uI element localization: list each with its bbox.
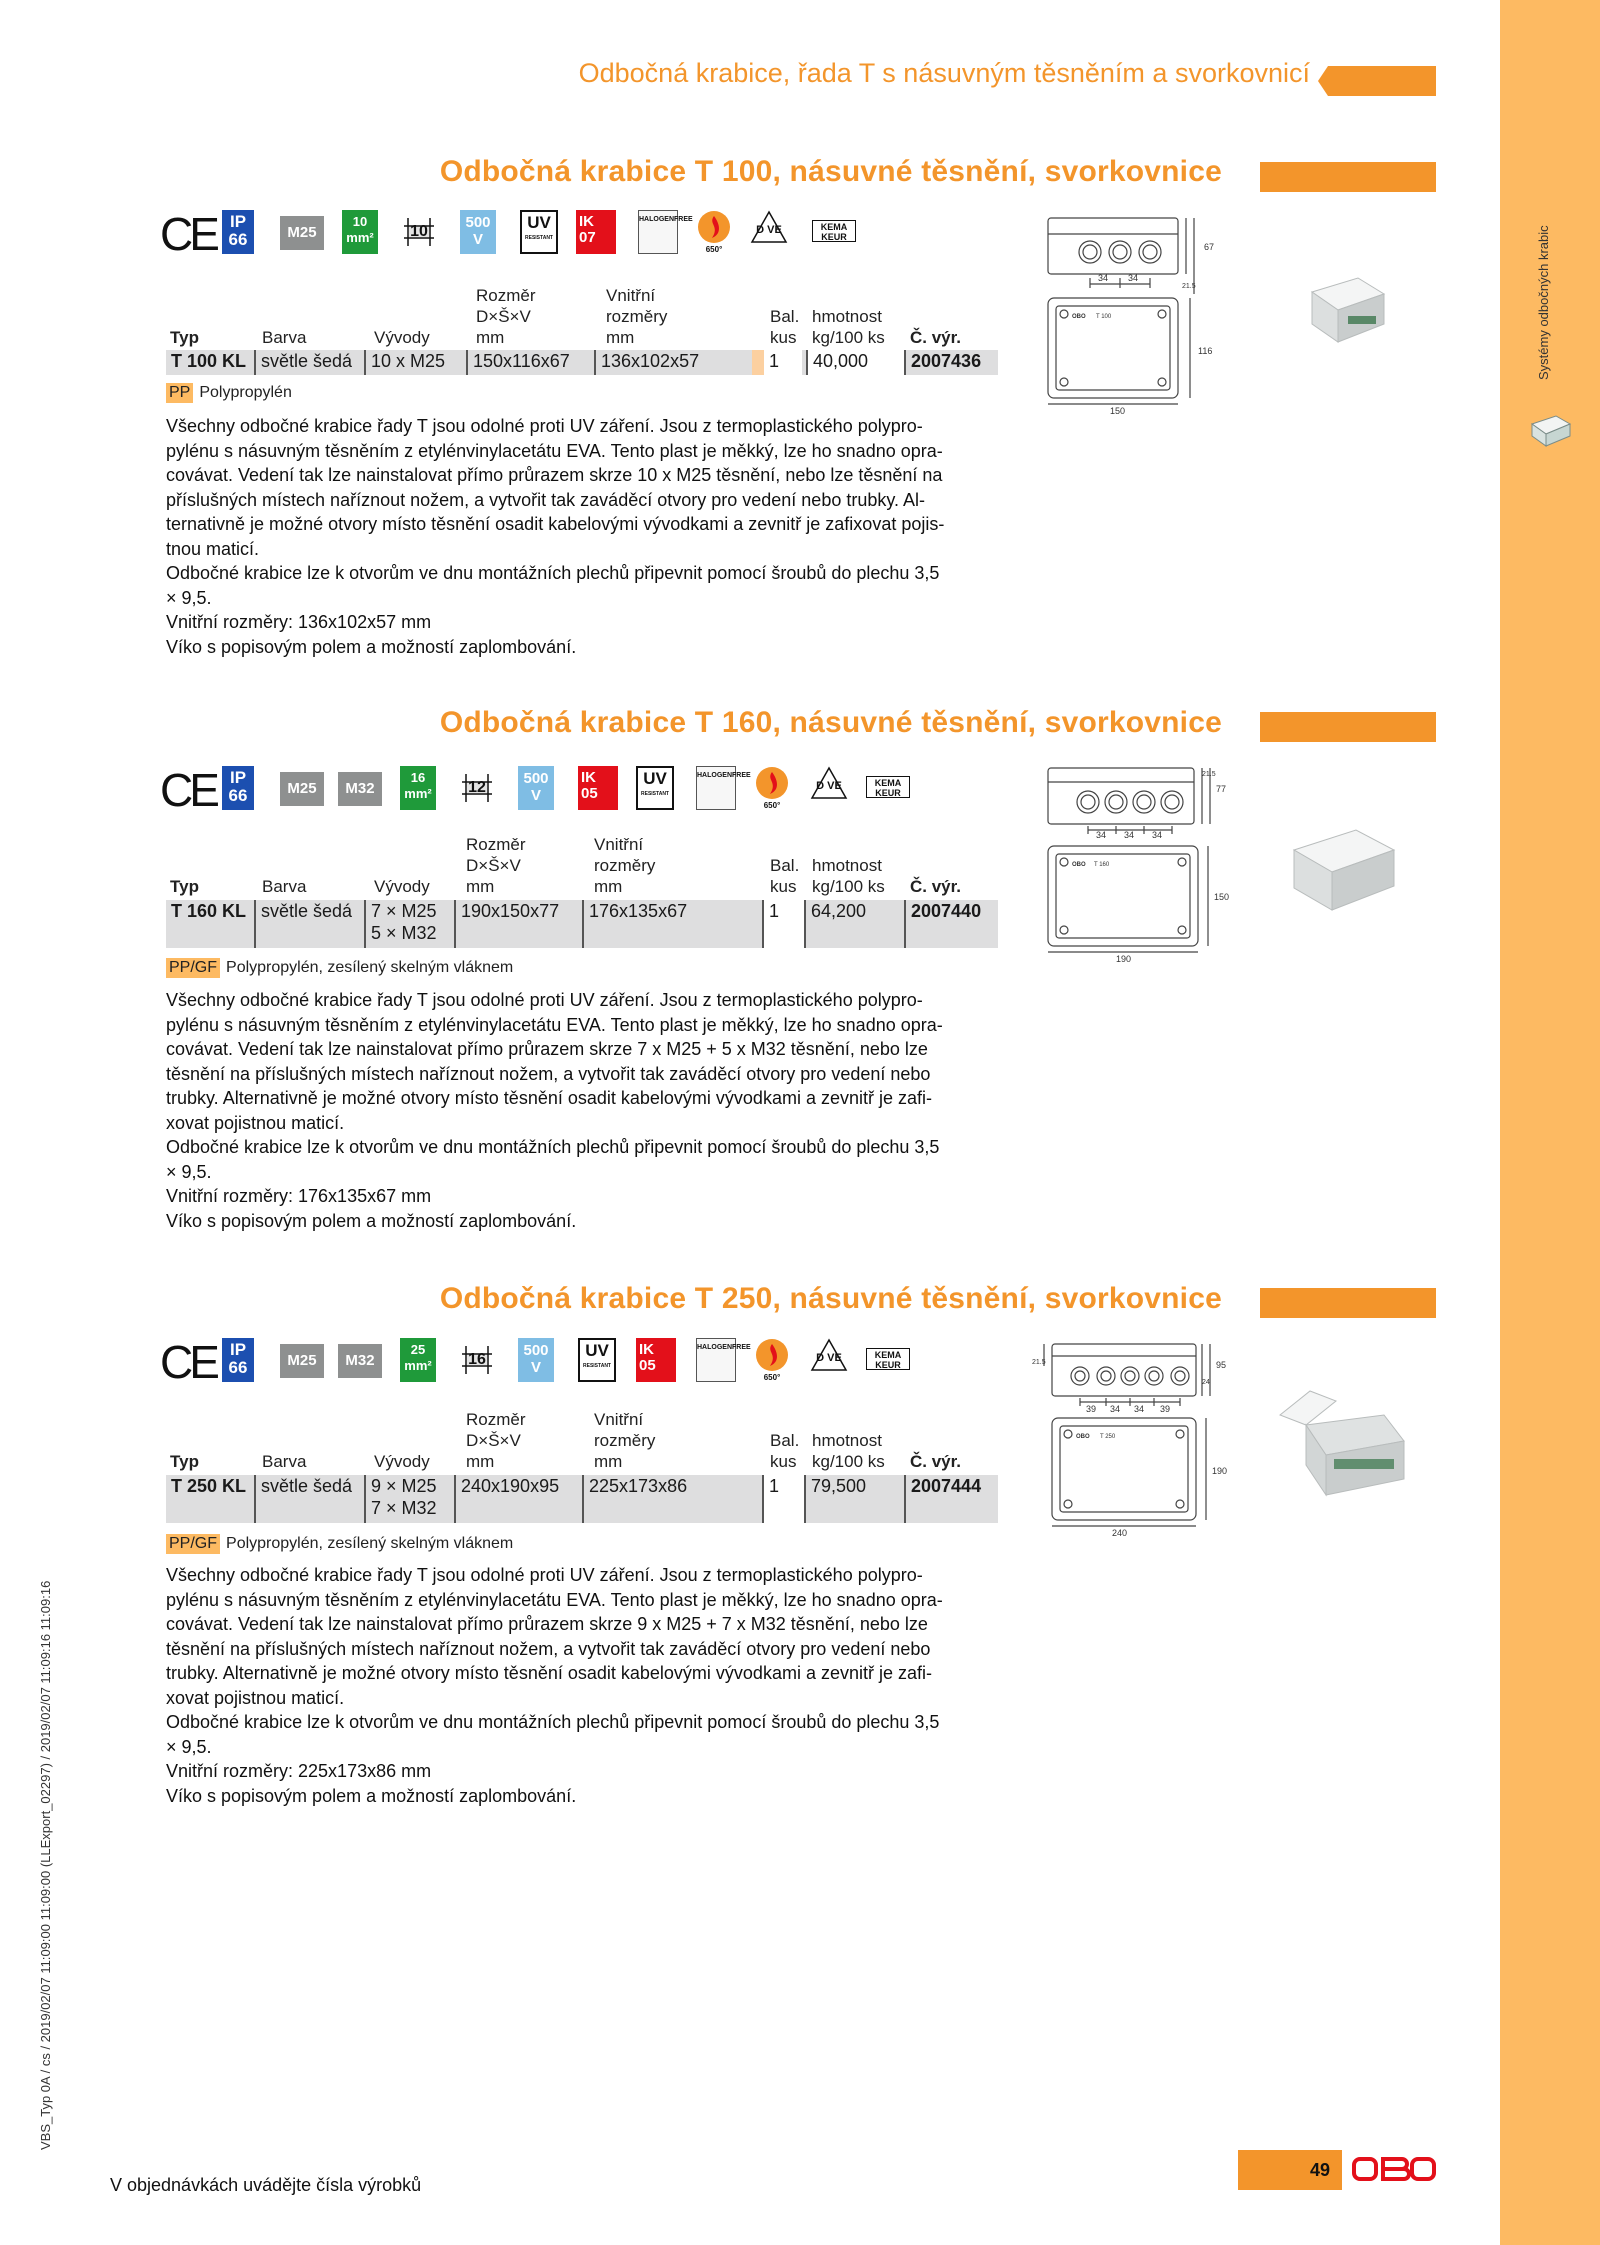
- glow-wire-650-icon: 650°: [694, 210, 734, 254]
- depth2-label: 21.5: [1202, 771, 1216, 778]
- column-header-vnitrni: Vnitřní rozměry mm: [606, 286, 668, 347]
- cell-bal: 1: [762, 900, 804, 948]
- table-row: [166, 1475, 998, 1523]
- column-header-vyvody: Vývody: [374, 1452, 430, 1471]
- cell-bal: 1: [762, 1475, 804, 1523]
- column-header-typ: Typ: [170, 877, 199, 896]
- height-label: 190: [1212, 1466, 1228, 1476]
- vde-mark-icon: D VE: [810, 1338, 848, 1382]
- cell-rozmer: 190x150x77: [454, 900, 582, 948]
- lid-model-label: T 250: [1100, 1434, 1116, 1440]
- vde-mark-icon: D VE: [750, 210, 788, 254]
- product-photo: [1308, 270, 1388, 350]
- table-row: [166, 350, 998, 375]
- ik05-icon: IK 05: [636, 1338, 676, 1382]
- lid-logo-label: OBO: [1072, 314, 1086, 320]
- cell-vnitrni: 136x102x57: [594, 350, 764, 375]
- technical-drawing: [1040, 210, 1215, 416]
- certification-icons: [160, 766, 920, 814]
- column-header-hmotnost: hmotnost kg/100 ks: [812, 307, 885, 347]
- page-number: 49: [1309, 2160, 1330, 2180]
- sidebar-category-label: Systémy odbočných krabic: [1536, 225, 1551, 380]
- cell-cislo: 2007440: [904, 900, 998, 948]
- lid-model-label: T 160: [1094, 862, 1110, 868]
- depth2-label: 21.5: [1032, 1359, 1046, 1366]
- lid-logo-label: OBO: [1072, 862, 1086, 868]
- header-accent-bar: [1328, 66, 1436, 96]
- product-photo: [1270, 1385, 1410, 1505]
- cell-cislo: 2007436: [904, 350, 998, 375]
- pitch-label: 34: [1098, 273, 1109, 283]
- obo-logo-icon: [1352, 2153, 1436, 2185]
- footer-note: V objednávkách uvádějte čísla výrobků: [110, 2175, 422, 2195]
- halogen-free-icon: HALOGENFREE: [696, 1338, 736, 1382]
- vde-mark-icon: D VE: [810, 766, 848, 810]
- depth-label: 95: [1216, 1360, 1227, 1370]
- material-info: PP/GF Polypropylén, zesílený skelným vláknem: [166, 958, 513, 978]
- cell-vyvody: 9 × M25 7 × M32: [364, 1475, 454, 1523]
- cross-section-icon: 16 mm²: [400, 766, 436, 810]
- cell-vnitrni: 225x173x86: [582, 1475, 762, 1523]
- column-header-vyvody: Vývody: [374, 877, 430, 896]
- cross-section-icon: 25 mm²: [400, 1338, 436, 1382]
- material-code-badge: PP/GF: [166, 1534, 220, 1554]
- section-title: Odbočná krabice T 160, násuvné těsnění, svorkovnice: [439, 706, 1222, 739]
- column-header-bal: Bal. kus: [770, 1431, 800, 1471]
- column-header-cislo: Č. výr.: [910, 877, 962, 896]
- height-label: 116: [1198, 346, 1213, 356]
- ip66-icon: IP 66: [222, 1338, 254, 1382]
- ik07-icon: IK 07: [576, 210, 616, 254]
- print-metadata: VBS_Typ 0A / cs / 2019/02/07 11:09:00 11:09:00 (LLExport_02297) / 2019/02/07 11:09:16 11:09:16: [38, 1580, 53, 2150]
- cell-barva: světle šedá: [254, 1475, 364, 1523]
- cross-section-icon: 10 mm²: [342, 210, 378, 254]
- product-description: Všechny odbočné krabice řady T jsou odolné proti UV záření. Jsou z termoplastického polypro- pylénu s násuvným těsněním z etylénvinylacetátu EVA. Tento plast je měkký, lze ho snadno opra- covávat. Vedení tak lze nainstalovat přímo průrazem skrze 10 x M25 těsnění, nebo lze těsnění na příslušných místech naříznout nožem, a vytvořit tak zaváděcí otvory pro vedení nebo trubky. Al- ternativně je možné otvory místo těsnění osadit kabelovými vývodkami a zevnitř je zafixovat pojis- tnou maticí. Odbočné krabice lze k otvorům ve dnu montážních plechů připevnit pomocí šroubů do plechu 3,5 × 9,5. Vnitřní rozměry: 136x102x57 mm Víko s popisovým polem a možností zaplombování.: [166, 416, 945, 657]
- ip66-icon: IP 66: [222, 210, 254, 254]
- certification-icons: [160, 1338, 920, 1386]
- cell-bal: 1: [752, 350, 802, 375]
- voltage-icon: 500 V: [460, 210, 496, 254]
- height-label: 150: [1214, 892, 1230, 902]
- glow-wire-650-icon: 650°: [752, 766, 792, 810]
- material-info: PP Polypropylén: [166, 383, 292, 403]
- technical-drawing: [1040, 762, 1230, 962]
- column-header-typ: Typ: [170, 328, 199, 347]
- column-header-barva: Barva: [262, 1452, 307, 1471]
- pitch-label: 34: [1110, 1404, 1121, 1414]
- m25-icon: M25: [280, 1344, 324, 1378]
- column-header-barva: Barva: [262, 328, 307, 347]
- depth-label: 67: [1204, 242, 1215, 252]
- certification-icons: [160, 210, 920, 258]
- cell-vyvody: 10 x M25: [364, 350, 466, 375]
- material-info: PP/GF Polypropylén, zesílený skelným vláknem: [166, 1534, 513, 1554]
- pitch-label: 34: [1152, 830, 1163, 840]
- ce-mark-icon: CE: [160, 764, 216, 816]
- column-header-typ: Typ: [170, 1452, 199, 1471]
- section-accent-bar: [1260, 1288, 1436, 1318]
- cell-typ: T 160 KL: [171, 901, 247, 921]
- cell-rozmer: 240x190x95: [454, 1475, 582, 1523]
- width-label: 150: [1110, 406, 1126, 416]
- depth2-label: 21.5: [1182, 283, 1196, 290]
- table-row: [166, 900, 998, 948]
- cell-typ: T 250 KL: [171, 1476, 247, 1496]
- section-accent-bar: [1260, 712, 1436, 742]
- pitch-label: 34: [1134, 1404, 1145, 1414]
- column-header-vnitrni: Vnitřní rozměry mm: [594, 1410, 656, 1471]
- pitch-label: 34: [1124, 830, 1135, 840]
- pitch-label: 39: [1160, 1404, 1171, 1414]
- ce-mark-icon: CE: [160, 208, 216, 260]
- ip66-icon: IP 66: [222, 766, 254, 810]
- depth3-label: 24: [1202, 1379, 1210, 1386]
- section-title: Odbočná krabice T 100, násuvné těsnění, svorkovnice: [439, 155, 1222, 188]
- width-label: 240: [1112, 1528, 1128, 1538]
- column-header-rozmer: Rozměr D×Š×V mm: [476, 286, 536, 347]
- header-arrow-tip: [1318, 66, 1328, 96]
- column-header-bal: Bal. kus: [770, 307, 800, 347]
- cell-rozmer: 150x116x67: [466, 350, 594, 375]
- m32-icon: M32: [338, 772, 382, 806]
- cell-hmotnost: 40,000: [806, 350, 904, 375]
- column-header-rozmer: Rozměr D×Š×V mm: [466, 1410, 526, 1471]
- kema-keur-icon: KEMA KEUR: [812, 220, 856, 242]
- cell-hmotnost: 79,500: [804, 1475, 904, 1523]
- pitch-label: 34: [1128, 273, 1139, 283]
- uv-resistant-icon: UV RESISTANT: [578, 1338, 616, 1382]
- terminal-count-icon: 10: [410, 223, 428, 240]
- junction-box-thumbnail-icon: [1528, 410, 1574, 450]
- column-header-cislo: Č. výr.: [910, 1452, 962, 1471]
- column-header-hmotnost: hmotnost kg/100 ks: [812, 1431, 885, 1471]
- column-header-cislo: Č. výr.: [910, 328, 962, 347]
- cell-barva: světle šedá: [254, 350, 364, 375]
- cell-barva: světle šedá: [254, 900, 364, 948]
- product-photo: [1290, 820, 1400, 920]
- cell-vnitrni: 176x135x67: [582, 900, 762, 948]
- column-header-vnitrni: Vnitřní rozměry mm: [594, 835, 656, 896]
- lid-model-label: T 100: [1096, 314, 1112, 320]
- pitch-label: 39: [1086, 1404, 1097, 1414]
- section-accent-bar: [1260, 162, 1436, 192]
- m25-icon: M25: [280, 216, 324, 250]
- page-title: Odbočná krabice, řada T s násuvným těsněním a svorkovnicí: [578, 58, 1310, 88]
- product-description: Všechny odbočné krabice řady T jsou odolné proti UV záření. Jsou z termoplastického polypro- pylénu s násuvným těsněním z etylénvinylacetátu EVA. Tento plast je měkký, lze ho snadno opra- covávat. Vedení tak lze nainstalovat přímo průrazem skrze 9 x M25 + 7 x M32 těsnění, nebo lze těsnění na příslušných místech naříznout nožem, a vytvořit tak zaváděcí otvory pro vedení nebo trubky. Alternativně je možné otvory místo těsnění osadit kabelovými vývodkami a zevnitř je zafi- xovat pojistnou maticí. Odbočné krabice lze k otvorům ve dnu montážních plechů připevnit pomocí šroubů do plechu 3,5 × 9,5. Vnitřní rozměry: 225x173x86 mm Víko s popisovým polem a možností zaplombování.: [166, 1565, 943, 1806]
- material-code-badge: PP/GF: [166, 958, 220, 978]
- ik05-icon: IK 05: [578, 766, 618, 810]
- column-header-bal: Bal. kus: [770, 856, 800, 896]
- column-header-vyvody: Vývody: [374, 328, 430, 347]
- column-header-rozmer: Rozměr D×Š×V mm: [466, 835, 526, 896]
- terminal-count-icon: 16: [468, 1351, 486, 1368]
- halogen-free-icon: HALOGENFREE: [696, 766, 736, 810]
- terminal-count-icon: 12: [468, 779, 486, 796]
- uv-resistant-icon: UV RESISTANT: [636, 766, 674, 810]
- glow-wire-650-icon: 650°: [752, 1338, 792, 1382]
- ce-mark-icon: CE: [160, 1336, 216, 1388]
- width-label: 190: [1116, 954, 1132, 964]
- voltage-icon: 500 V: [518, 766, 554, 810]
- m32-icon: M32: [338, 1344, 382, 1378]
- depth-label: 77: [1216, 784, 1227, 794]
- cell-typ: T 100 KL: [171, 351, 247, 371]
- voltage-icon: 500 V: [518, 1338, 554, 1382]
- product-description: Všechny odbočné krabice řady T jsou odolné proti UV záření. Jsou z termoplastického polypro- pylénu s násuvným těsněním z etylénvinylacetátu EVA. Tento plast je měkký, lze ho snadno opra- covávat. Vedení tak lze nainstalovat přímo průrazem skrze 7 x M25 + 5 x M32 těsnění, nebo lze těsnění na příslušných místech naříznout nožem, a vytvořit tak zaváděcí otvory pro vedení nebo trubky. Alternativně je možné otvory místo těsnění osadit kabelovými vývodkami a zevnitř je zafi- xovat pojistnou maticí. Odbočné krabice lze k otvorům ve dnu montážních plechů připevnit pomocí šroubů do plechu 3,5 × 9,5. Vnitřní rozměry: 176x135x67 mm Víko s popisovým polem a možností zaplombování.: [166, 990, 943, 1231]
- technical-drawing: [1030, 1338, 1230, 1538]
- pitch-label: 34: [1096, 830, 1107, 840]
- cell-cislo: 2007444: [904, 1475, 998, 1523]
- halogen-free-icon: HALOGENFREE: [638, 210, 678, 254]
- uv-resistant-icon: UV RESISTANT: [520, 210, 558, 254]
- cell-vyvody: 7 × M25 5 × M32: [364, 900, 454, 948]
- kema-keur-icon: KEMA KEUR: [866, 1348, 910, 1370]
- section-title: Odbočná krabice T 250, násuvné těsnění, svorkovnice: [439, 1282, 1222, 1315]
- cell-hmotnost: 64,200: [804, 900, 904, 948]
- m25-icon: M25: [280, 772, 324, 806]
- column-header-hmotnost: hmotnost kg/100 ks: [812, 856, 885, 896]
- kema-keur-icon: KEMA KEUR: [866, 776, 910, 798]
- column-header-barva: Barva: [262, 877, 307, 896]
- material-code-badge: PP: [166, 383, 193, 403]
- lid-logo-label: OBO: [1076, 1434, 1090, 1440]
